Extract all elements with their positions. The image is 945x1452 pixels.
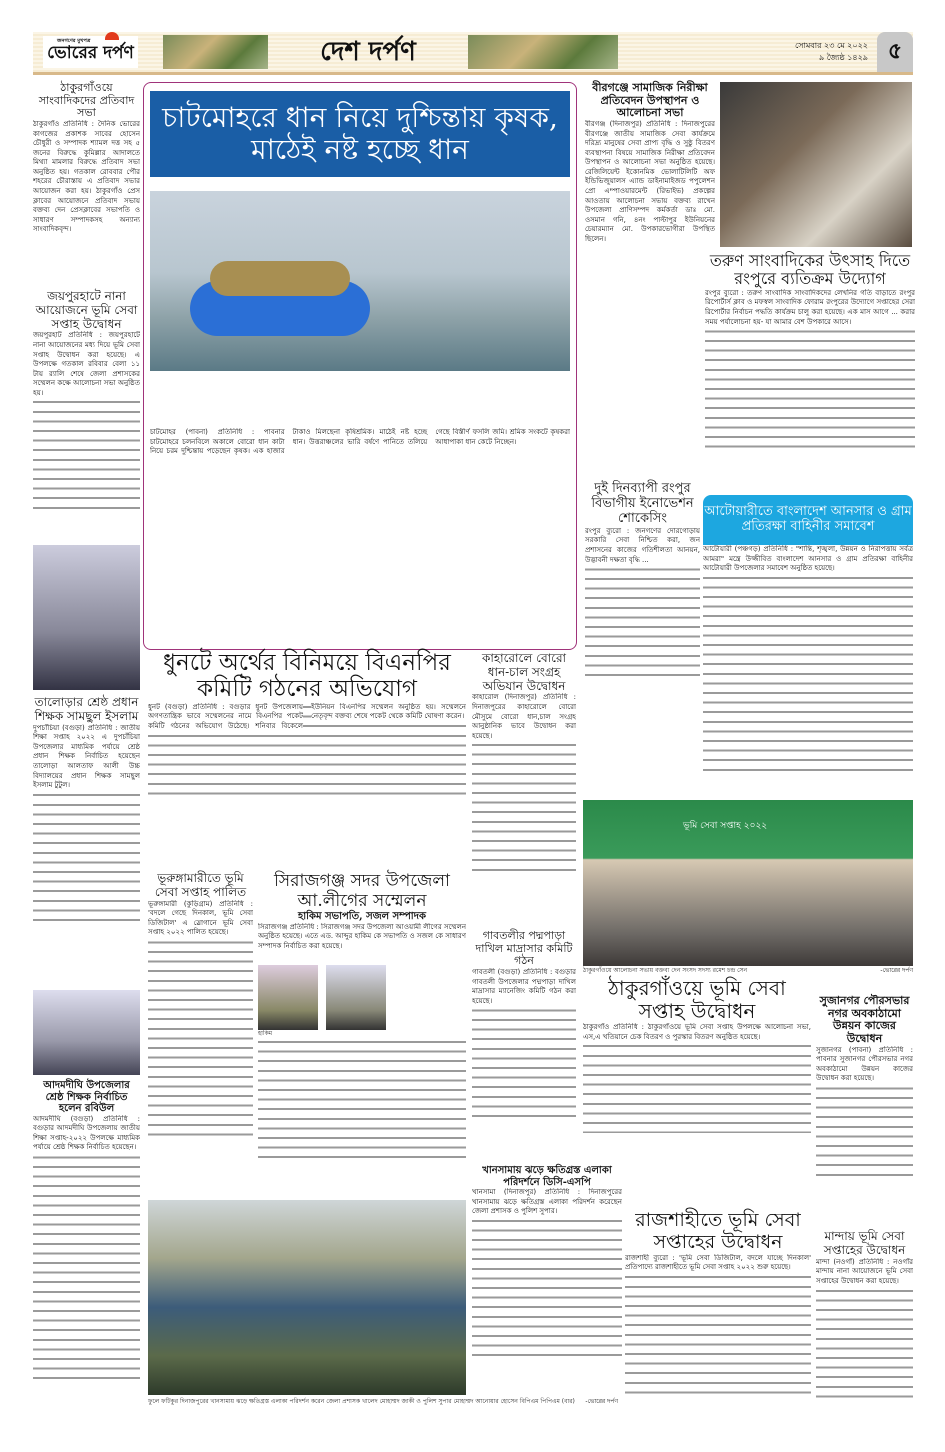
headline: গাবতলীর পদ্মপাড়া দাখিল মাদ্রাসার কমিটি গঠন (475, 929, 573, 968)
article-rajshahi (625, 1210, 811, 1394)
headline: তালোড়ার শ্রেষ্ঠ প্রধান শিক্ষক সামছুল ইসলাম (34, 695, 139, 723)
photo-thakurgaon-land-service (583, 800, 913, 966)
photo-credit: -ভোরের দর্পণ (880, 967, 913, 974)
headline: জয়পুরহাটে নানা আয়োজনে ভূমি সেবা সপ্তাহ উদ্বোধন (35, 289, 138, 331)
article-body: ঠাকুরগাঁও প্রতিনিধি : ঠাকুরগাঁওয়ে ভূমি সেবা সপ্তাহ উপলক্ষে আলোচনা সভা, এস,এ খতিয়ানে চেক বিতরণ ও পুরস্কার বিতরণ অনুষ্ঠিত হয়েছে। (583, 1023, 811, 1133)
banner-text: ভূমি সেবা সপ্তাহ ২০২২ (683, 821, 768, 831)
header-photo-strip-right (468, 35, 618, 69)
photo-caption: ঠাকুরগাঁওয়ে আলোচনা সভায় বক্তব্য দেন সংসদ সদস্য রমেশ চন্দ্র সেন (583, 967, 748, 974)
article-body: ধুনট (বগুড়া) প্রতিনিধি : বগুড়ার ধুনট উপজেলায় অগণতান্ত্রিক ভাবে সম্মেলনের নামে বিএনপির পকেট কমিটি গঠনের অভিযোগ উঠেছে। শনিবার বিকেলে ইউনিয়ন বিএনপির সম্মেলন অনুষ্ঠিত হয়। সম্মেলনে নেতৃবৃন্দ বক্তব্য শেষে পকেট থেকে কমিটি ঘোষণা করেন। (148, 703, 466, 799)
article-thakurgaon-protest (33, 82, 140, 270)
paddy-load-shape (210, 261, 350, 296)
tagline: জনগণের মুখপত্র (57, 38, 91, 44)
portrait-samsul-islam (33, 545, 140, 690)
article-body: রংপুর ব্যুরো : তরুণ সাংবাদিক সাংবাদিকদের লেখনির গতি বাড়াতে রংপুর রিপোর্টার্স ক্লাব ও মফস্বল সাংবাদিক ফোরাম রংপুরের উদ্যোগে সপ্তাহের সেরা রিপোর্টার নির্বাচন পদ্ধতি কার্যক্রম চালু করা হয়েছে। এক মাস আগে ... করার সময় পর্যালোচনা হয়- যা আমার বেশ উপকারে আসে। (705, 289, 915, 449)
section-title: দেশ দর্পণ (320, 37, 416, 67)
portrait-robiul (33, 990, 140, 1075)
article-body: বীরগঞ্জ (দিনাজপুর) প্রতিনিধি : দিনাজপুরের বীরগঞ্জে জাতীয় সামাজিক সেবা কার্যক্রমে দরিদ্র্য মানুষের সেবা প্রাপ্য বৃদ্ধি ও সুষ্ঠু বিতরণ ব্যবস্থাপনা বিষয়ে সামাজিক নিরীক্ষা প্রতিবেদন উপস্থাপন ও আলোচনা সভা অনুষ্ঠিত হয়েছে। রেজিলিয়েন্ট ইকোনমিক ভোলাটিলিটি অফ ইন্ডিভিজুয়ালস এ্যান্ড ডাইনামাইজড পপুলেশন প্রো এম্পাওয়ারমেন্ট (রিভাইভ) প্রকল্পের আওতায় আলোচনা সভায় বক্তব্য রাখেন উপজেলা প্রাণিসম্পদ কর্মকর্তা ডাঃ মো. ওসমান গনি, ৪নং পাল্টাপুর ইউনিয়নের চেয়ারম্যান মো. উপকারভোগীরা উপস্থিত ছিলেন। (585, 119, 715, 244)
sun-logo-icon (105, 32, 119, 40)
article-kaharol (472, 652, 576, 873)
article-body: খানসামা (দিনাজপুর) প্রতিনিধি : দিনাজপুরের খানসামায় ঝড়ে ক্ষতিগ্রস্ত এলাকা পরিদর্শন করেছেন জেলা প্রশাসক ও পুলিশ সুপার। (472, 1188, 622, 1358)
lead-photo-flooded-paddy (150, 191, 570, 371)
article-body: চাটমোহর (পাবনা) প্রতিনিধি : পাবনার চাটমোহরে চলনবিলে অকালে বোরো ধান কাটা নিয়ে চরম দুশ্চিন্তায় পড়েছেন কৃষক। এক হাজার টাকাও মিলছেনা কৃষিশ্রমিক। মাঠেই নষ্ট হচ্ছে ধান। উত্তরাঞ্চলের ভারি বর্ষণে পানিতে তলিয়ে গেছে বিস্তীর্ণ ফসলি জমি। শ্রমিক সংকটে কৃষকরা আধাপাকা ধান কেটে নিচ্ছেন। (150, 428, 570, 456)
photo-khansama-visit (148, 1200, 466, 1395)
article-body: জয়পুরহাট প্রতিনিধি : জয়পুরহাটে নানা আয়োজনের মধ্য দিয়ে ভূমি সেবা সপ্তাহ উদ্বোধন করা হয়েছে। এ উপলক্ষে গতকাল রবিবার বেলা ১১ টায় র‌্যালি শেষে জেলা প্রশাসকের সম্মেলন কক্ষে আলোচনা সভা অনুষ্ঠিত হয়। (33, 331, 140, 511)
article-sirajganj (258, 872, 466, 1158)
headline: ধুনটে অর্থের বিনিময়ে বিএনপির কমিটি গঠনের অভিযোগ (163, 650, 451, 703)
article-body: কাহারোল (দিনাজপুর) প্রতিনিধি : দিনাজপুরের কাহারোলে বোরো মৌসুমে বোরো ধান,চাল সংগ্রহ আনুষ্ঠানিক ভাবে উদ্বোধন করা হয়েছে। (472, 693, 576, 873)
article-body: গাবতলী (বগুড়া) প্রতিনিধি : বগুড়ার গাবতলী উপজেলার পদ্মপাড়া দাখিল মাদ্রাসার ম্যানেজিং কমিটি গঠন করা হয়েছে। (472, 968, 576, 1118)
article-dhunat (148, 650, 466, 799)
lead-article-chatmohar (143, 82, 577, 650)
headline: আটোয়ারীতে বাংলাদেশ আনসার ও গ্রাম প্রতিরক্ষা বাহিনীর সমাবেশ (703, 495, 913, 545)
article-manda (816, 1230, 913, 1398)
article-body: সুজানগর (পাবনা) প্রতিনিধি : পাবনার সুজানগর পৌরসভার নগর অবকাঠামো উন্নয়ন কাজের উদ্বোধন করা হয়েছে। (816, 1046, 913, 1176)
headline: রাজশাহীতে ভূমি সেবা সপ্তাহের উদ্বোধন (635, 1209, 801, 1253)
article-body: দুপচাঁচিয়া (বগুড়া) প্রতিনিধি : জাতীয় শিক্ষা সপ্তাহ ২০২২ এ দুপচাঁচিয়া উপজেলার মাধ্যমিক পর্যায়ে শ্রেষ্ঠ প্রধান শিক্ষক নির্বাচিত হয়েছেন তালোড়া আলতাফ আলী উচ্চ বিদ্যালয়ের প্রধান শিক্ষক সামছুল ইসলাম টুটুল। (33, 724, 140, 924)
article-khansama (472, 1165, 622, 1358)
headline: কাহারোলে বোরো ধান-চাল সংগ্রহ অভিযান উদ্বোধন (481, 651, 567, 693)
article-adamdighi (33, 1080, 140, 1385)
article-rangpur-journalist (705, 252, 915, 449)
date-bengali: ৯ জ্যৈষ্ঠ ১৪২৯ (819, 53, 868, 62)
portrait-sajal (326, 965, 386, 1030)
portrait-hakim (258, 965, 318, 1030)
article-innovation (585, 482, 700, 677)
headline: দুই দিনব্যাপী রংপুর বিভাগীয় ইনোভেশন শোকেসিং (591, 481, 694, 526)
headline: মান্দায় ভূমি সেবা সপ্তাহের উদ্বোধন (823, 1229, 906, 1257)
lead-headline: চাটমোহরে ধান নিয়ে দুশ্চিন্তায় কৃষক, মাঠেই নষ্ট হচ্ছে ধান (150, 91, 570, 177)
article-atwari (703, 495, 913, 775)
article-body: আদমদীঘি (বগুড়া) প্রতিনিধি : বগুড়ার আদমদীঘি উপজেলায় জাতীয় শিক্ষা সপ্তাহ-২০২২ উপলক্ষে মাধ্যমিক পর্যায়ে শ্রেষ্ঠ শিক্ষক নির্বাচিত হয়েছেন। (33, 1115, 140, 1385)
khansama-photo-caption-row (148, 1398, 618, 1406)
article-joypurhat (33, 290, 140, 511)
article-body: সিরাজগঞ্জ প্রতিনিধি : সিরাজগঞ্জ সদর উপজেলা আওয়ামী লীগের সম্মেলন অনুষ্ঠিত হয়েছে। এতে এড. আব্দুর হাকিম কে সভাপতি ও সজল কে সাধারণ সম্পাদক নির্বাচিত করা হয়েছে। (258, 922, 466, 950)
headline: তরুণ সাংবাদিকের উৎসাহ দিতে রংপুরে ব্যতিক্রম উদ্যোগ (709, 251, 911, 289)
article-body: ঠাকুরগাঁও প্রতিনিধি : দৈনিক ভোরের কাগজের প্রকাশক সাবের হোসেন চৌধুরী ও সম্পাদক শ্যামল দত্ত সহ ৫ জনের বিরুদ্ধে কুমিল্লার আদালতে মিথ্যা মামলার বিরুদ্ধে প্রতিবাদ সভা অনুষ্ঠিত হয়। গতকাল রোববার পৌর শহরের চৌরাস্তায় এ প্রতিবাদ সভার আয়োজন করা হয়। ঠাকুরগাঁও প্রেস ক্লাবের আয়োজনে প্রতিবাদ সভায় বক্তব্য দেন প্রেসক্লাবের সভাপতি ও সাধারণ সম্পাদকসহ অন্যান্য সাংবাদিকবৃন্দ। (33, 119, 140, 234)
article-body: মান্দা (নওগাঁ) প্রতিনিধি : নওগাঁর মান্দায় নানা আয়োজনে ভূমি সেবা সপ্তাহের উদ্বোধন করা হয়েছে। (816, 1258, 913, 1398)
logo-text: ভোরের দর্পণ (47, 43, 134, 63)
article-body: রংপুর ব্যুরো : জনগণের দোরগোড়ায় সরকারি সেবা নিশ্চিত করা, জন প্রশাসনের কাজের গতিশীলতা আনয়ন, উদ্ভাবনী দক্ষতা বৃদ্ধি ... (585, 527, 700, 677)
photo-credit: -ভোরের দর্পণ (585, 1398, 618, 1405)
article-body-continued (258, 1038, 466, 1158)
article-body: ভূরুঙ্গামারী (কুড়িগ্রাম) প্রতিনিধি : 'বদলে গেছে দিনকাল, ভূমি সেবা ডিজিটাল' এ স্লোগানে ভূমি সেবা সপ্তাহ ২০২২ পালিত হয়েছে। (148, 900, 253, 1140)
headline: ঠাকুরগাঁওয়ে সাংবাদিকদের প্রতিবাদ সভা (38, 81, 135, 120)
article-body: আটোয়ারী (পঞ্চগড়) প্রতিনিধি : "শান্তি, শৃঙ্খলা, উন্নয়ন ও নিরাপত্তায় সর্বত্র আমরা" মন্ত্রে উজ্জীবিত বাংলাদেশ আনসার ও গ্রাম প্রতিরক্ষা বাহিনীর আটোয়ারী উপজেলার সমাবেশ অনুষ্ঠিত হয়েছে। (703, 545, 913, 775)
photo-rangpur-award (720, 82, 912, 247)
masthead (33, 32, 913, 75)
photo-caption: ফুলে ফটিকুর দিনাজপুরের খানসামায় ঝড়ে ক্ষতিগ্রস্ত এলাকা পরিদর্শন করেন জেলা প্রশাসক খালেদ মোহাম্মদ জাকী ও পুলিশ সুপার মোহাম্মদ আনোয়ার হোসেন বিপিএম পিপিএম (বার) (148, 1398, 575, 1405)
headline: সুজানগর পৌরসভার নগর অবকাঠামো উন্নয়ন কাজের উদ্বোধন (819, 994, 910, 1045)
article-gabtali (472, 930, 576, 1118)
headline: ভূরুঙ্গামারীতে ভূমি সেবা সপ্তাহ পালিত (154, 871, 247, 899)
date-gregorian: সোমবার ২৩ মে ২০২২ (795, 41, 868, 50)
article-body: রাজশাহী ব্যুরো : 'ভূমি সেবা ডিজিটাল, বদলে যাচ্ছে দিনকাল' প্রতিপাদ্যে রাজশাহীতে ভূমি সেবা সপ্তাহ ২০২২ শুরু হয়েছে। (625, 1254, 811, 1394)
article-bhurungamari (148, 872, 253, 1140)
header-photo-strip-left (163, 35, 268, 69)
page-number: ৫ (877, 32, 913, 72)
article-sujanagar (816, 995, 913, 1176)
date (795, 40, 868, 64)
headline: সিরাজগঞ্জ সদর উপজেলা আ.লীগের সম্মেলন (274, 871, 450, 911)
headline: খানসামায় ঝড়ে ক্ষতিগ্রস্ত এলাকা পরিদর্শনে ডিসি-এসপি (482, 1165, 612, 1188)
headline: বীরগঞ্জে সামাজিক নিরীক্ষা প্রতিবেদন উপস্থাপন ও আলোচনা সভা (592, 81, 708, 120)
article-birganj (585, 82, 715, 430)
headline: আদমদীঘি উপজেলার শ্রেষ্ঠ শিক্ষক নির্বাচিত হলেন রবিউল (43, 1080, 130, 1114)
headline: ঠাকুরগাঁওয়ে ভূমি সেবা সপ্তাহ উদ্বোধন (608, 976, 786, 1023)
newspaper-logo (43, 36, 138, 68)
article-thakurgaon-land (583, 977, 811, 1133)
article-talora (33, 696, 140, 924)
subheadline: হাকিম সভাপতি, সজল সম্পাদক (298, 911, 426, 923)
photo-caption: হাকিম (258, 1029, 273, 1037)
